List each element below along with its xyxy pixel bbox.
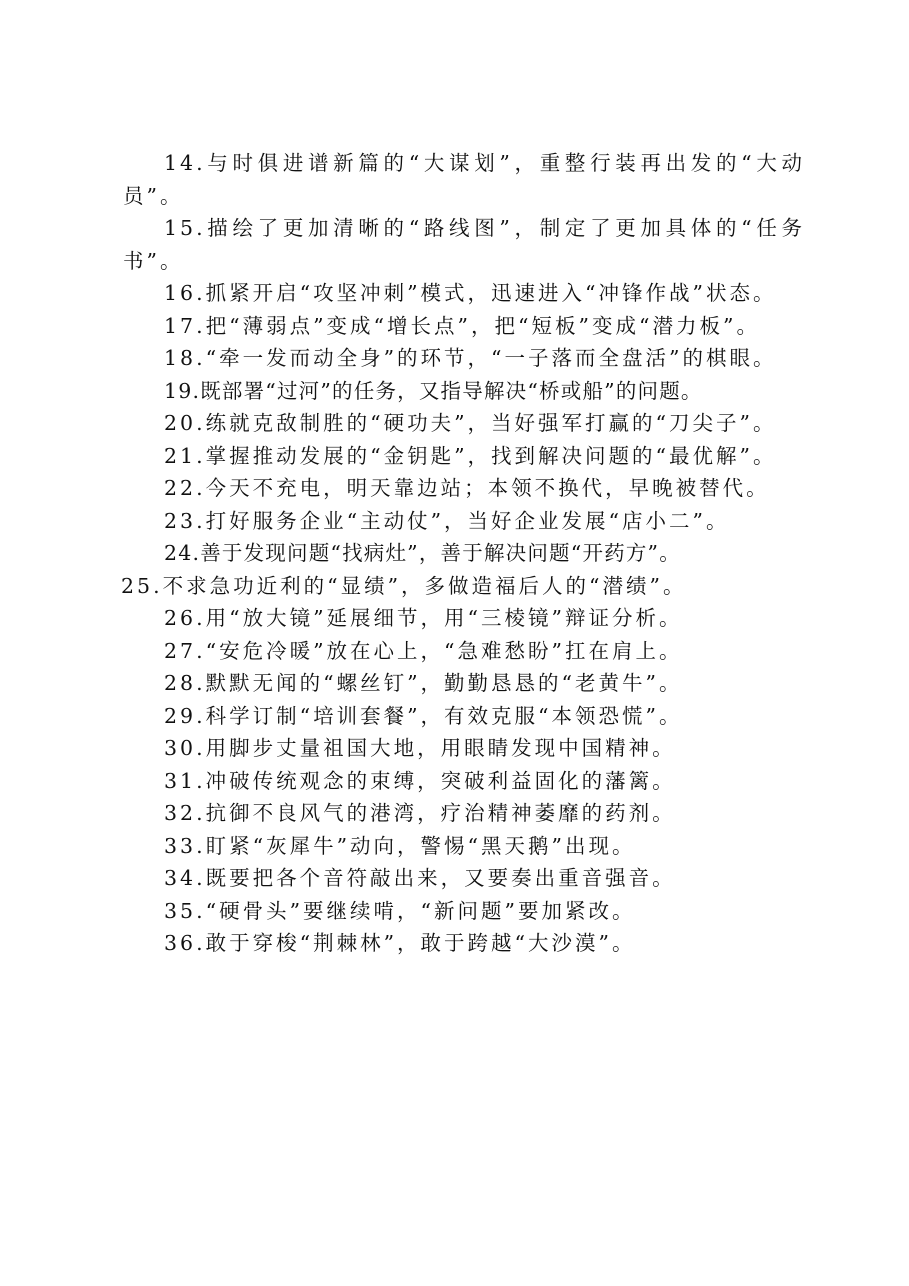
list-item-33: 33.盯紧“灰犀牛”动向，警惕“黑天鹅”出现。: [164, 833, 636, 858]
list-item-31: 31.冲破传统观念的束缚，突破利益固化的藩篱。: [164, 768, 676, 793]
list-item-14: 14.与时俱进谱新篇的“大谋划”，重整行装再出发的“大动员”。: [123, 151, 805, 208]
list-item-21: 21.掌握推动发展的“金钥匙”，找到解决问题的“最优解”。: [164, 443, 777, 468]
list-item-22: 22.今天不充电，明天靠边站；本领不换代，早晚被替代。: [164, 476, 770, 500]
list-item-24: 24.善于发现问题“找病灶”，善于解决问题“开药方”。: [164, 541, 681, 565]
list-item-28: 28.默默无闻的“螺丝钉”，勤勤恳恳的“老黄牛”。: [164, 671, 683, 695]
list-item-25: 25.不求急功近利的“显绩”，多做造福后人的“潜绩”。: [121, 573, 687, 598]
list-item-17: 17.把“薄弱点”变成“增长点”，把“短板”变成“潜力板”。: [164, 313, 760, 338]
list-item-32: 32.抗御不良风气的港湾，疗治精神萎靡的药剂。: [164, 801, 676, 825]
list-item-30: 30.用脚步丈量祖国大地，用眼睛发现中国精神。: [164, 736, 676, 760]
document-body: [123, 147, 805, 960]
list-item-16: 16.抓紧开启“攻坚冲刺”模式，迅速进入“冲锋作战”状态。: [164, 281, 777, 305]
list-item-15: 15.描绘了更加清晰的“路线图”，制定了更加具体的“任务书”。: [123, 216, 805, 273]
list-item-34: 34.既要把各个音符敲出来，又要奏出重音强音。: [164, 866, 676, 890]
list-item-20: 20.练就克敌制胜的“硬功夫”，当好强军打赢的“刀尖子”。: [164, 411, 777, 435]
list-item-23: 23.打好服务企业“主动仗”，当好企业发展“店小二”。: [164, 508, 730, 533]
list-item-29: 29.科学订制“培训套餐”，有效克服“本领恐慌”。: [164, 703, 683, 728]
list-item-27: 27.“安危冷暖”放在心上，“急难愁盼”扛在肩上。: [164, 638, 683, 663]
list-item-36: 36.敢于穿梭“荆棘林”，敢于跨越“大沙漠”。: [164, 931, 636, 955]
list-item-35: 35.“硬骨头”要继续啃，“新问题”要加紧改。: [164, 898, 636, 923]
list-item-19: 19.既部署“过河”的任务，又指导解决“桥或船”的问题。: [164, 378, 703, 403]
list-item-26: 26.用“放大镜”延展细节，用“三棱镜”辩证分析。: [164, 606, 683, 630]
list-item-18: 18.“牵一发而动全身”的环节，“一子落而全盘活”的棋眼。: [164, 346, 777, 370]
